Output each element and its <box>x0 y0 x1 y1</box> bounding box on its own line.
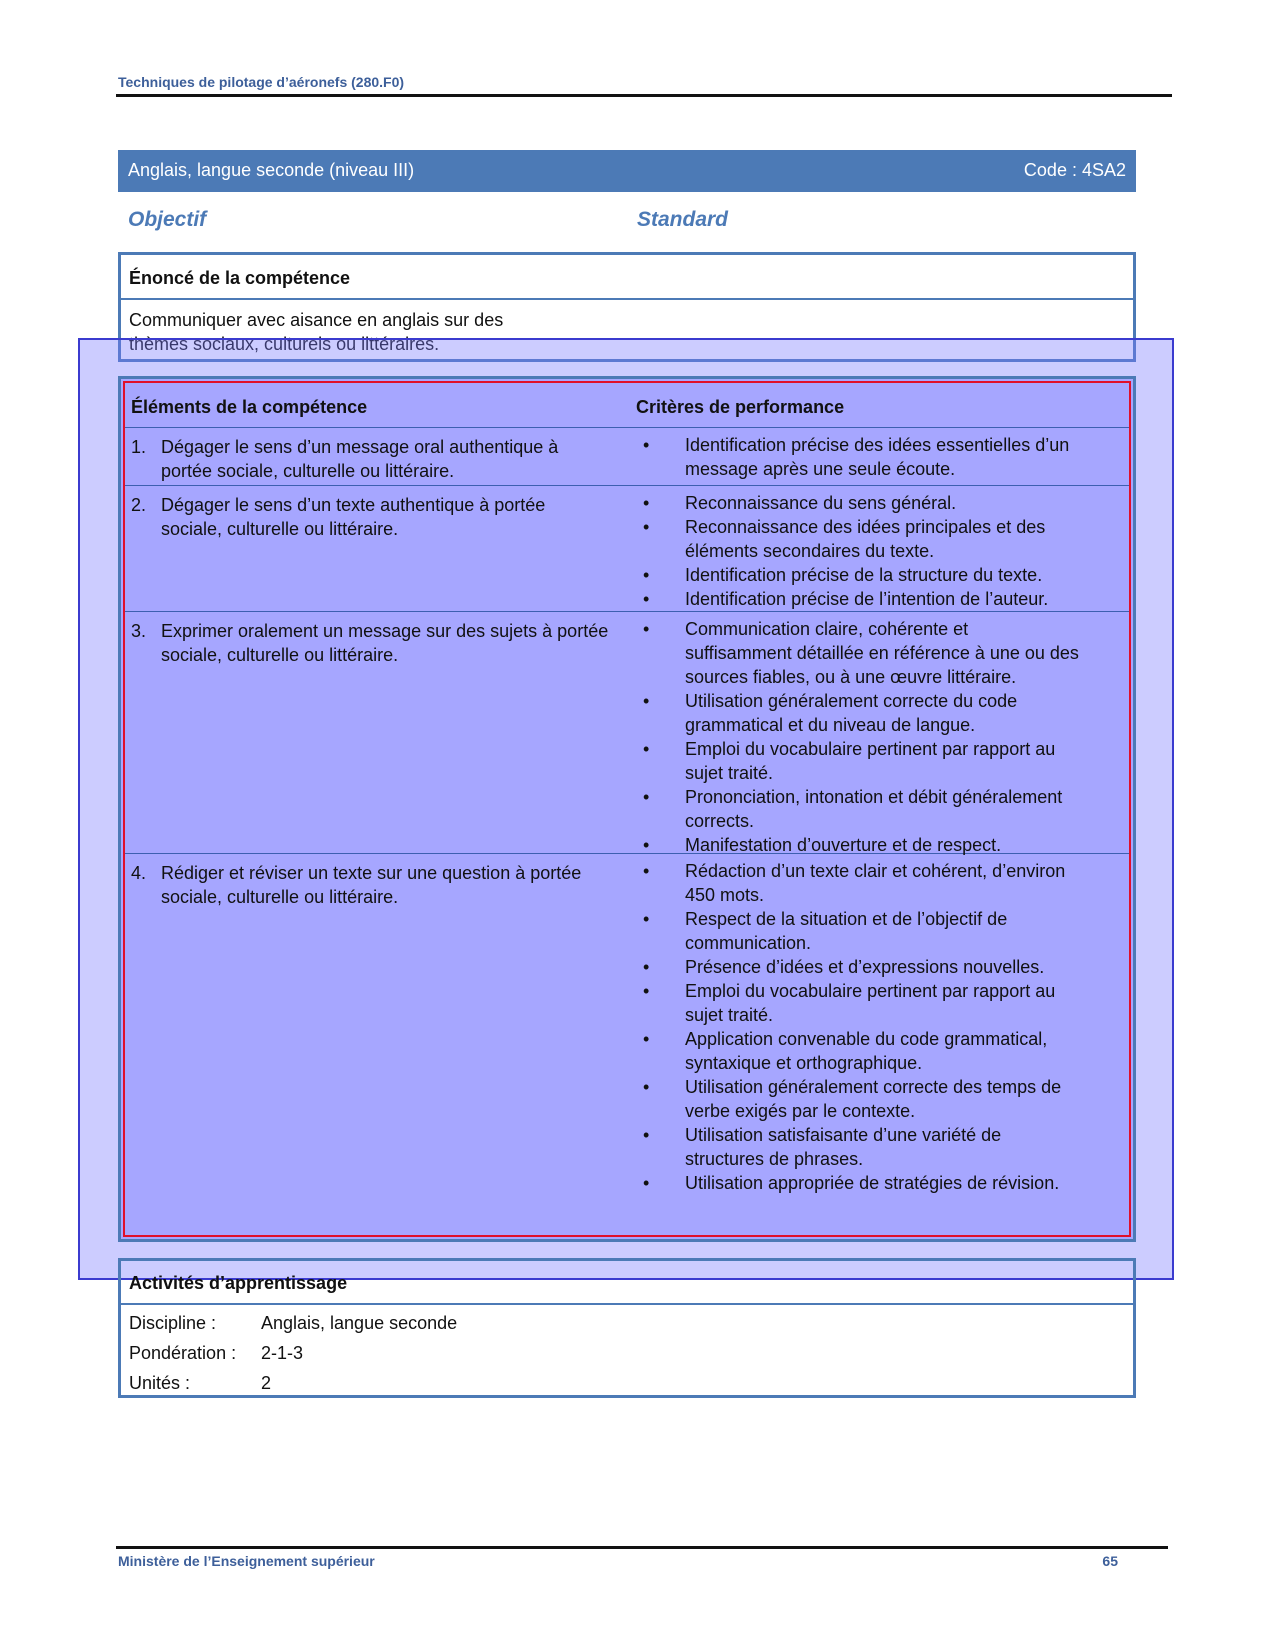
criterion-item <box>643 1171 1079 1195</box>
criterion-text: Respect de la situation et de l’objectif de communication. <box>685 909 1008 953</box>
element-text: Dégager le sens d’un message oral authentique à portée sociale, culturelle ou littéraire. <box>161 437 559 481</box>
elements-col-title: Éléments de la compétence <box>131 397 368 417</box>
criteria-list <box>643 859 1079 1195</box>
element-text: Dégager le sens d’un texte authentique à portée sociale, culturelle ou littéraire. <box>161 495 546 539</box>
criterion-text: Emploi du vocabulaire pertinent par rapport au sujet traité. <box>685 739 1056 783</box>
criterion-text: Communication claire, cohérente et suffisamment détaillée en référence à une ou des sources fiables, ou à une œuvre littéraire. <box>685 619 1079 687</box>
bullet-icon: • <box>643 493 650 513</box>
elements-highlight <box>123 381 1131 1237</box>
criterion-text: Utilisation généralement correcte des temps de verbe exigés par le contexte. <box>685 1077 1062 1121</box>
course-title: Anglais, langue seconde (niveau III) <box>128 160 415 180</box>
activites-box <box>118 1258 1136 1398</box>
criterion-text: Emploi du vocabulaire pertinent par rapport au sujet traité. <box>685 981 1056 1025</box>
criteria-list <box>643 617 1079 857</box>
competence-row <box>125 611 1129 854</box>
bullet-icon: • <box>643 691 650 711</box>
bullet-icon: • <box>643 517 650 537</box>
criterion-item <box>643 515 1079 563</box>
element-item <box>131 861 611 909</box>
detail-label: Pondération : <box>129 1343 237 1363</box>
criterion-text: Rédaction d’un texte clair et cohérent, d’environ 450 mots. <box>685 861 1066 905</box>
enonce-title: Énoncé de la compétence <box>121 255 1133 300</box>
running-header: Techniques de pilotage d’aéronefs (280.F0) <box>118 74 405 90</box>
objective-standard-row <box>128 208 744 234</box>
competence-row <box>125 853 1129 1241</box>
criteria-col-title: Critères de performance <box>636 397 845 417</box>
activites-details <box>121 1305 1133 1401</box>
enonce-text-line: thèmes sociaux, culturels ou littéraires. <box>129 334 440 354</box>
detail-label: Discipline : <box>129 1313 217 1333</box>
criteria-list <box>643 491 1079 611</box>
criterion-item <box>643 737 1079 785</box>
competence-row <box>125 485 1129 612</box>
criterion-item <box>643 955 1079 979</box>
bullet-icon: • <box>643 787 650 807</box>
criterion-item <box>643 587 1079 611</box>
element-text: Exprimer oralement un message sur des sujets à portée sociale, culturelle ou littéraire. <box>161 621 609 665</box>
bullet-icon: • <box>643 835 650 855</box>
criterion-item <box>643 979 1079 1027</box>
bullet-icon: • <box>643 1077 650 1097</box>
criterion-item <box>643 689 1079 737</box>
activites-title: Activités d’apprentissage <box>121 1261 1133 1305</box>
criterion-item <box>643 1027 1079 1075</box>
objective-label: Objectif <box>128 208 207 231</box>
header-rule <box>116 94 1172 97</box>
bullet-icon: • <box>643 1173 650 1193</box>
bullet-icon: • <box>643 619 650 639</box>
course-title-bar <box>118 150 1136 192</box>
element-number: 1. <box>131 437 147 457</box>
criterion-text: Présence d’idées et d’expressions nouvelles. <box>685 957 1045 977</box>
criterion-item <box>643 563 1079 587</box>
elements-table <box>118 376 1136 1242</box>
competence-row <box>125 427 1129 486</box>
detail-row <box>121 1311 1133 1341</box>
detail-value: 2 <box>261 1373 272 1393</box>
element-item <box>131 619 611 667</box>
criterion-item <box>643 491 1079 515</box>
element-item <box>131 493 611 541</box>
bullet-icon: • <box>643 589 650 609</box>
criterion-item <box>643 859 1079 907</box>
criteria-list <box>643 433 1079 481</box>
criterion-text: Application convenable du code grammatical, syntaxique et orthographique. <box>685 1029 1048 1073</box>
criterion-text: Reconnaissance des idées principales et des éléments secondaires du texte. <box>685 517 1046 561</box>
bullet-icon: • <box>643 565 650 585</box>
criterion-text: Identification précise des idées essentielles d’un message après une seule écoute. <box>685 435 1070 479</box>
element-number: 4. <box>131 863 147 883</box>
criterion-item <box>643 433 1079 481</box>
detail-value: Anglais, langue seconde <box>261 1313 458 1333</box>
bullet-icon: • <box>643 1029 650 1049</box>
bullet-icon: • <box>643 739 650 759</box>
detail-label: Unités : <box>129 1373 191 1393</box>
bullet-icon: • <box>643 909 650 929</box>
element-text: Rédiger et réviser un texte sur une question à portée sociale, culturelle ou littéraire. <box>161 863 582 907</box>
criterion-text: Utilisation appropriée de stratégies de révision. <box>685 1173 1060 1193</box>
criterion-text: Utilisation satisfaisante d’une variété de structures de phrases. <box>685 1125 1002 1169</box>
bullet-icon: • <box>643 981 650 1001</box>
bullet-icon: • <box>643 435 650 455</box>
course-code: Code : 4SA2 <box>1023 160 1126 180</box>
criterion-text: Reconnaissance du sens général. <box>685 493 957 513</box>
footer-ministry: Ministère de l’Enseignement supérieur <box>118 1553 375 1569</box>
criterion-text: Utilisation généralement correcte du code grammatical et du niveau de langue. <box>685 691 1018 735</box>
criterion-text: Identification précise de l’intention de l’auteur. <box>685 589 1049 609</box>
criterion-item <box>643 785 1079 833</box>
bullet-icon: • <box>643 1125 650 1145</box>
criterion-text: Prononciation, intonation et débit généralement corrects. <box>685 787 1063 831</box>
standard-label: Standard <box>637 208 729 231</box>
bullet-icon: • <box>643 861 650 881</box>
element-number: 3. <box>131 621 147 641</box>
element-item <box>131 435 611 483</box>
bullet-icon: • <box>643 957 650 977</box>
criterion-item <box>643 907 1079 955</box>
running-footer <box>118 1553 1118 1569</box>
enonce-text-line: Communiquer avec aisance en anglais sur des <box>129 310 504 330</box>
criterion-text: Manifestation d’ouverture et de respect. <box>685 835 1002 855</box>
criterion-item <box>643 1075 1079 1123</box>
detail-row <box>121 1371 1133 1401</box>
footer-rule <box>116 1546 1168 1549</box>
criterion-item <box>643 1123 1079 1171</box>
element-number: 2. <box>131 495 147 515</box>
page-number: 65 <box>1102 1553 1118 1569</box>
elements-header <box>125 383 1129 428</box>
criterion-text: Identification précise de la structure du texte. <box>685 565 1043 585</box>
detail-row <box>121 1341 1133 1371</box>
detail-value: 2-1-3 <box>261 1343 304 1363</box>
criterion-item <box>643 617 1079 689</box>
